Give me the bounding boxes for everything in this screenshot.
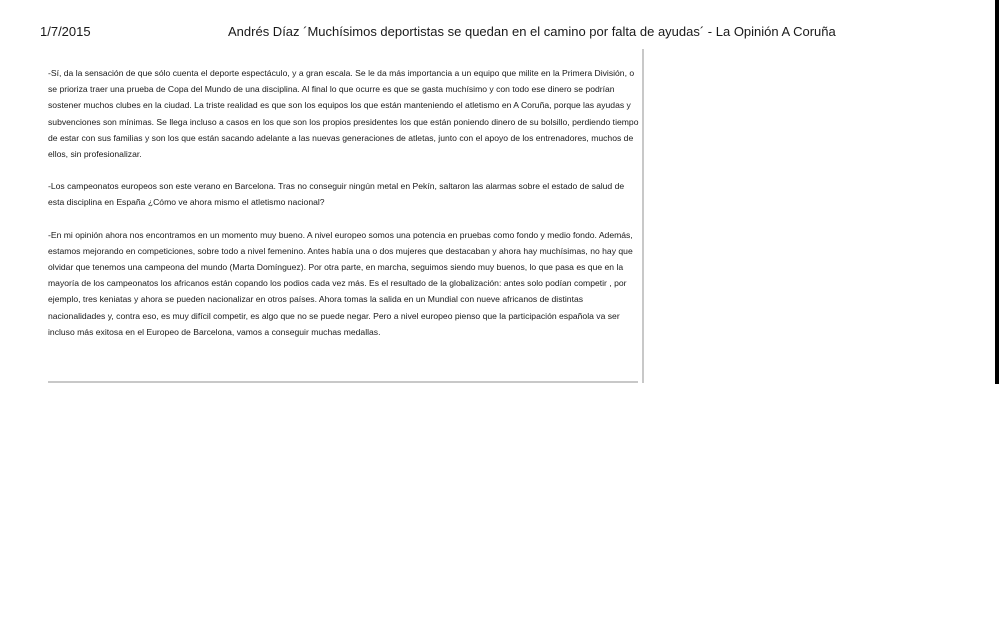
article-body (48, 65, 640, 356)
article-paragraph-answer-2: -En mi opinión ahora nos encontramos en un momento muy bueno. A nivel europeo somos una potencia en pruebas como fondo y medio fondo. Además, estamos mejorando en competiciones, sobre todo a nivel femenino. Antes había una o dos mujeres que destacaban y ahora hay muchísimas, no hay que olvidar que tenemos una campeona del mundo (Marta Domínguez). Por otra parte, en marcha, seguimos siendo muy buenos, lo que pasa es que en la mayoría de los campeonatos los africanos están copando los podios cada vez más. Es el resultado de la globalización: antes solo podían competir , por ejemplo, tres keniatas y ahora se pueden nacionalizar en otros países. Ahora tomas la salida en un Mundial con nueve africanos de distintas nacionalidades y, contra eso, es muy difícil competir, es algo que no se puede negar. Pero a nivel europeo pienso que la participación española va ser incluso más exitosa en el Europeo de Barcelona, vamos a conseguir muchas medallas. (48, 229, 633, 337)
frame-bottom-border (48, 381, 638, 383)
print-header (0, 0, 999, 50)
page-title: Andrés Díaz ´Muchísimos deportistas se quedan en el camino por falta de ayudas´ - La Opinión A Coruña (228, 24, 836, 39)
article-paragraph-question-2: -Los campeonatos europeos son este verano en Barcelona. Tras no conseguir ningún metal en Pekín, saltaron las alarmas sobre el estado de salud de esta disciplina en España ¿Cómo ve ahora mismo el atletismo nacional? (48, 181, 625, 208)
window-edge-bar (995, 0, 999, 384)
article-paragraph-answer-1: -Sí, da la sensación de que sólo cuenta el deporte espectáculo, y a gran escala. Se le da más importancia a un equipo que milite en la Primera División, o se prioriza traer una prueba de Copa del Mundo de una disciplina. Al final lo que ocurre es que se gasta muchísimo y con todo ese dinero se podrían sostener muchos clubes en la ciudad. La triste realidad es que son los equipos los que están manteniendo el atletismo en A Coruña, porque las ayudas y subvenciones son mínimas. Se llega incluso a casos en los que son los propios presidentes los que están poniendo dinero de su bolsillo, perdiendo tiempo de estar con sus familias y son los que están sacando adelante a las nuevas generaciones de atletas, junto con el apoyo de los entrenadores, muchos de ellos, sin profesionalizar. (48, 68, 639, 160)
print-date: 1/7/2015 (40, 24, 91, 39)
frame-right-border (642, 49, 644, 383)
